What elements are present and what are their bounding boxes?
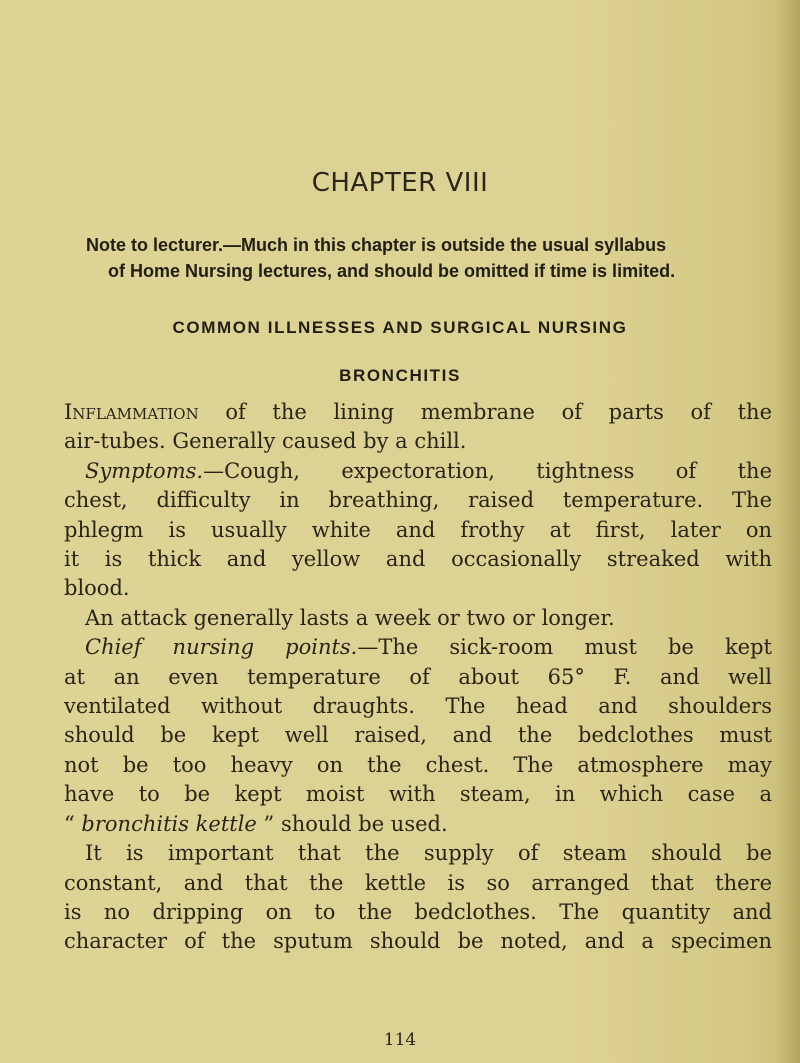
text-line — [64, 457, 772, 486]
text-fragment: ” should be used. — [256, 811, 448, 836]
page-number: 114 — [383, 1030, 417, 1050]
text-fragment: —Cough, expectoration, tightness of the — [203, 458, 772, 483]
text-line — [64, 398, 772, 427]
chapter-title: CHAPTER VIII — [311, 168, 489, 198]
text-line: should be kept well raised, and the bedclothes must — [64, 723, 772, 748]
text-fragment: “ — [64, 811, 82, 836]
text-line — [64, 633, 772, 662]
symptoms-label: Symptoms. — [85, 458, 204, 483]
text-line: at an even temperature of about 65° F. and well — [64, 664, 772, 689]
text-line: have to be kept moist with steam, in which case a — [64, 782, 772, 807]
section-title: COMMON ILLNESSES AND SURGICAL NURSING — [172, 318, 628, 337]
lecturer-note — [86, 232, 776, 284]
lead-word: Inflammation — [64, 400, 199, 424]
text-fragment: —The sick-room must be kept — [357, 635, 772, 660]
nursing-points-label: Chief nursing points. — [85, 635, 358, 660]
text-line: it is thick and yellow and occasionally streaked with — [64, 547, 772, 572]
body-text — [64, 398, 772, 957]
text-line: blood. — [64, 576, 130, 601]
text-fragment: of the lining membrane of parts of the — [198, 400, 772, 424]
subsection-title: BRONCHITIS — [339, 366, 461, 385]
text-line: It is important that the supply of steam should be — [85, 841, 772, 866]
lecturer-note-line-1: Note to lecturer.—Much in this chapter is outside the usual syllabus — [86, 235, 667, 255]
page-edge-shadow — [778, 0, 800, 1063]
text-line — [64, 810, 772, 839]
text-line: An attack generally lasts a week or two or longer. — [85, 605, 615, 630]
text-line: constant, and that the kettle is so arranged that there — [64, 870, 772, 895]
lecturer-note-line-2: of Home Nursing lectures, and should be omitted if time is limited. — [108, 261, 676, 281]
text-line: chest, difficulty in breathing, raised temperature. The — [64, 488, 772, 513]
text-line: phlegm is usually white and frothy at first, later on — [64, 517, 772, 542]
bronchitis-kettle-term: bronchitis kettle — [81, 811, 257, 836]
text-line: ventilated without draughts. The head and shoulders — [64, 694, 772, 719]
text-line: character of the sputum should be noted, and a specimen — [64, 929, 772, 954]
text-line: air-tubes. Generally caused by a chill. — [64, 429, 467, 454]
text-line: not be too heavy on the chest. The atmosphere may — [64, 752, 772, 777]
text-line: is no dripping on to the bedclothes. The quantity and — [64, 899, 772, 924]
